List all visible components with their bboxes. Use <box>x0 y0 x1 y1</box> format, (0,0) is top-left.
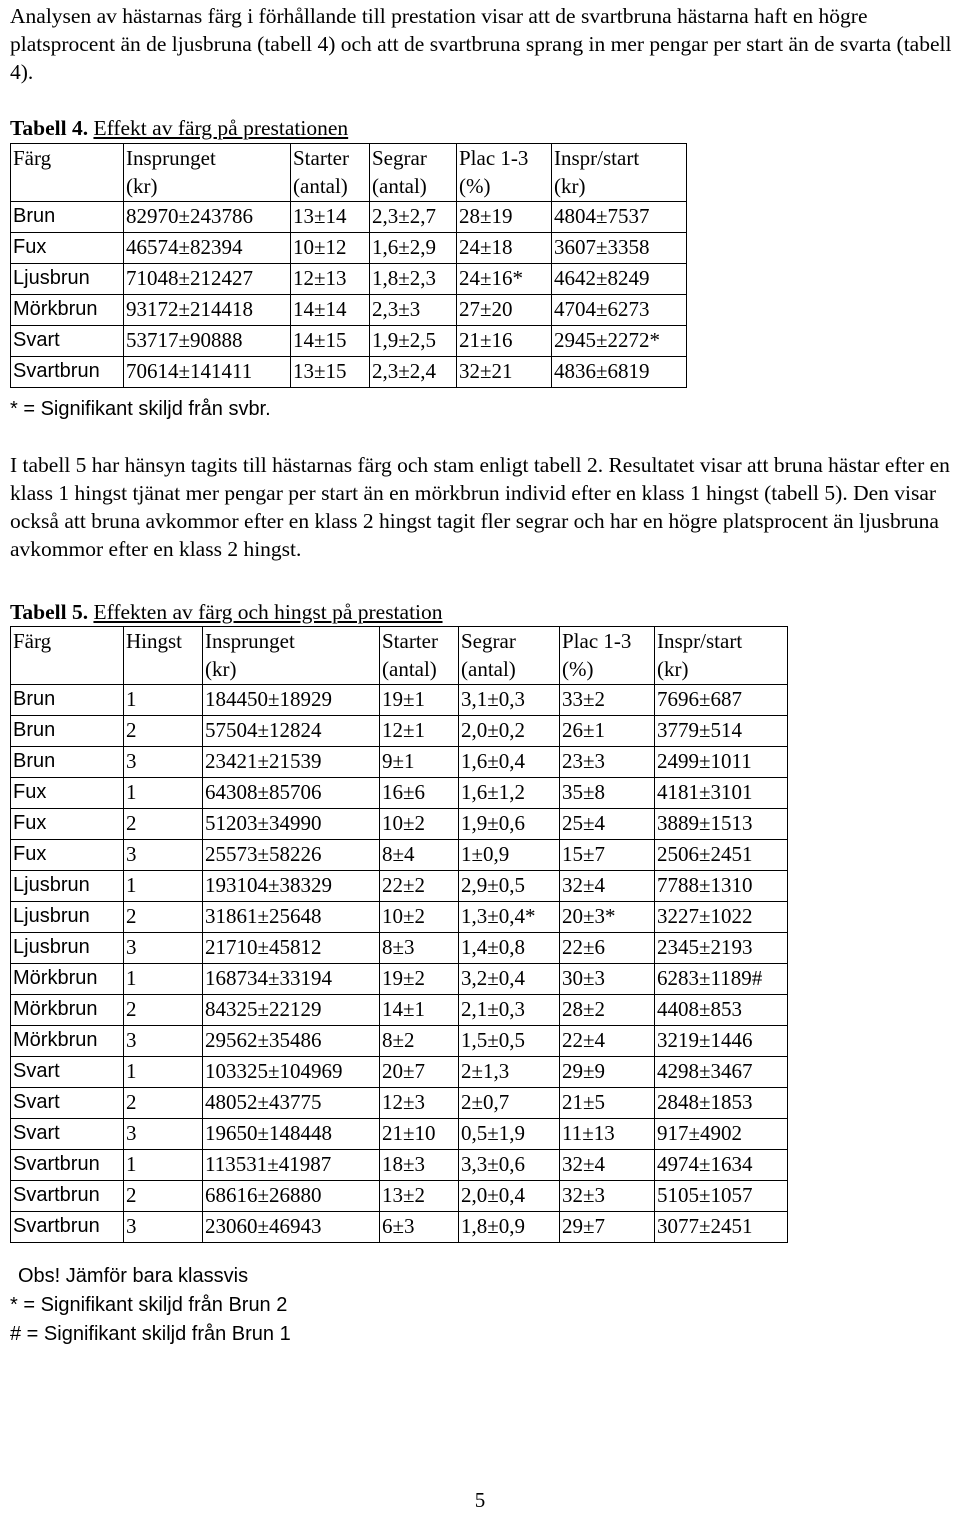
table-row <box>11 202 687 233</box>
row-label-cell: Brun <box>11 716 124 747</box>
table-cell: 2848±1853 <box>655 1088 788 1119</box>
row-label-cell: Ljusbrun <box>11 264 124 295</box>
table-row <box>11 1057 788 1088</box>
table-cell: 12±3 <box>380 1088 459 1119</box>
table-cell: 29±9 <box>560 1057 655 1088</box>
table-cell: 3607±3358 <box>552 233 687 264</box>
header-line: Inspr/start <box>657 629 743 653</box>
table-cell: 3,1±0,3 <box>459 685 560 716</box>
header-line: (%) <box>562 657 594 681</box>
table-cell: 21±5 <box>560 1088 655 1119</box>
table-cell: 7788±1310 <box>655 871 788 902</box>
table-cell: 25±4 <box>560 809 655 840</box>
header-line: Plac 1-3 <box>459 146 529 170</box>
row-label-cell: Ljusbrun <box>11 902 124 933</box>
table-row <box>11 778 788 809</box>
header-line: (antal) <box>293 174 348 198</box>
table-cell: 3,3±0,6 <box>459 1150 560 1181</box>
row-label-cell: Svartbrun <box>11 1212 124 1243</box>
table-cell: 3889±1513 <box>655 809 788 840</box>
table-row <box>11 809 788 840</box>
table-cell: 20±7 <box>380 1057 459 1088</box>
header-line: Segrar <box>461 629 516 653</box>
table-cell: 46574±82394 <box>124 233 291 264</box>
row-label-cell: Brun <box>11 685 124 716</box>
table-cell: 3 <box>124 1212 203 1243</box>
table-cell: 19650±148448 <box>203 1119 380 1150</box>
table-cell: 3 <box>124 933 203 964</box>
table-cell: 0,5±1,9 <box>459 1119 560 1150</box>
table-cell: 33±2 <box>560 685 655 716</box>
table-cell: 22±2 <box>380 871 459 902</box>
table-cell: 7696±687 <box>655 685 788 716</box>
row-label-cell: Brun <box>11 747 124 778</box>
table-cell: 2 <box>124 902 203 933</box>
header-line: Starter <box>293 146 349 170</box>
table-cell: 2,0±0,4 <box>459 1181 560 1212</box>
table-cell: 2345±2193 <box>655 933 788 964</box>
table-cell: 8±3 <box>380 933 459 964</box>
table-row <box>11 326 687 357</box>
header-line: Inspr/start <box>554 146 640 170</box>
table-cell: 19±1 <box>380 685 459 716</box>
table4-caption <box>10 114 348 142</box>
table-cell: 26±1 <box>560 716 655 747</box>
table-cell: 14±15 <box>291 326 370 357</box>
header-line: (kr) <box>657 657 689 681</box>
table-cell: 2 <box>124 995 203 1026</box>
table-cell: 29±7 <box>560 1212 655 1243</box>
table-cell: 48052±43775 <box>203 1088 380 1119</box>
table4-note: * = Signifikant skiljd från svbr. <box>10 398 271 420</box>
header-line: Segrar <box>372 146 427 170</box>
header-row <box>11 144 687 202</box>
table-row <box>11 1150 788 1181</box>
table-cell: 3077±2451 <box>655 1212 788 1243</box>
row-label-cell: Svartbrun <box>11 1150 124 1181</box>
header-cell <box>655 627 788 685</box>
table-row <box>11 295 687 326</box>
table-cell: 4974±1634 <box>655 1150 788 1181</box>
table-cell: 2±1,3 <box>459 1057 560 1088</box>
table-cell: 1 <box>124 1150 203 1181</box>
table-cell: 32±4 <box>560 871 655 902</box>
table-cell: 12±13 <box>291 264 370 295</box>
table-cell: 15±7 <box>560 840 655 871</box>
table-cell: 4804±7537 <box>552 202 687 233</box>
row-label-cell: Svartbrun <box>11 357 124 388</box>
table-cell: 22±6 <box>560 933 655 964</box>
table-cell: 2±0,7 <box>459 1088 560 1119</box>
row-label-cell: Mörkbrun <box>11 295 124 326</box>
header-line: (antal) <box>382 657 437 681</box>
table5-title: Effekten av färg och hingst på prestation <box>93 600 443 624</box>
table-cell: 2 <box>124 716 203 747</box>
row-label-cell: Svart <box>11 1088 124 1119</box>
header-cell <box>560 627 655 685</box>
header-line: Färg <box>13 629 52 653</box>
table-row <box>11 716 788 747</box>
table-cell: 1,6±2,9 <box>370 233 457 264</box>
table-row <box>11 1181 788 1212</box>
table-row <box>11 1088 788 1119</box>
table-cell: 3227±1022 <box>655 902 788 933</box>
table-cell: 84325±22129 <box>203 995 380 1026</box>
row-label-cell: Mörkbrun <box>11 964 124 995</box>
table-cell: 24±16* <box>457 264 552 295</box>
table-cell: 82970±243786 <box>124 202 291 233</box>
table-cell: 70614±141411 <box>124 357 291 388</box>
table-cell: 6±3 <box>380 1212 459 1243</box>
table-cell: 1 <box>124 964 203 995</box>
table-cell: 2,0±0,2 <box>459 716 560 747</box>
row-label-cell: Ljusbrun <box>11 871 124 902</box>
header-line: Insprunget <box>205 629 295 653</box>
table-cell: 8±4 <box>380 840 459 871</box>
table-row <box>11 871 788 902</box>
table-row <box>11 933 788 964</box>
header-cell <box>380 627 459 685</box>
table-cell: 1,3±0,4* <box>459 902 560 933</box>
table-cell: 32±21 <box>457 357 552 388</box>
header-line: (kr) <box>126 174 158 198</box>
table-cell: 2506±2451 <box>655 840 788 871</box>
table-cell: 21±16 <box>457 326 552 357</box>
header-cell <box>124 627 203 685</box>
table-cell: 1,5±0,5 <box>459 1026 560 1057</box>
table5-notes <box>10 1262 291 1349</box>
table-cell: 6283±1189# <box>655 964 788 995</box>
table-cell: 21710±45812 <box>203 933 380 964</box>
header-line: Färg <box>13 146 52 170</box>
table-cell: 10±2 <box>380 902 459 933</box>
header-line: Hingst <box>126 629 183 653</box>
table-cell: 10±12 <box>291 233 370 264</box>
table-cell: 23060±46943 <box>203 1212 380 1243</box>
table-cell: 21±10 <box>380 1119 459 1150</box>
table-cell: 16±6 <box>380 778 459 809</box>
table-row <box>11 233 687 264</box>
table-row <box>11 264 687 295</box>
header-line: (antal) <box>372 174 427 198</box>
table-cell: 917±4902 <box>655 1119 788 1150</box>
table-cell: 28±2 <box>560 995 655 1026</box>
table-cell: 68616±26880 <box>203 1181 380 1212</box>
header-line: (kr) <box>205 657 237 681</box>
table-cell: 24±18 <box>457 233 552 264</box>
table-cell: 3 <box>124 840 203 871</box>
table-cell: 2,1±0,3 <box>459 995 560 1026</box>
table-cell: 64308±85706 <box>203 778 380 809</box>
table-cell: 10±2 <box>380 809 459 840</box>
table-cell: 3219±1446 <box>655 1026 788 1057</box>
table-cell: 2945±2272* <box>552 326 687 357</box>
table-cell: 22±4 <box>560 1026 655 1057</box>
table-cell: 2,3±2,4 <box>370 357 457 388</box>
table-cell: 3 <box>124 1026 203 1057</box>
table-cell: 29562±35486 <box>203 1026 380 1057</box>
table-cell: 14±14 <box>291 295 370 326</box>
body-paragraph: I tabell 5 har hänsyn tagits till hästarnas färg och stam enligt tabell 2. Resultatet visar att bruna hästar efter en klass 1 hingst tjänat mer pengar per start än en mörkbrun individ efter en klass 1 hingst (tabell 5). Den visar också att bruna avkommor efter en klass 2 hingst tagit fler segrar och har en högre platsprocent än ljusbruna avkommor efter en klass 2 hingst. <box>10 453 950 561</box>
table-cell: 35±8 <box>560 778 655 809</box>
table-cell: 8±2 <box>380 1026 459 1057</box>
table-row <box>11 685 788 716</box>
table-cell: 32±4 <box>560 1150 655 1181</box>
table-cell: 4642±8249 <box>552 264 687 295</box>
table-cell: 103325±104969 <box>203 1057 380 1088</box>
table-cell: 12±1 <box>380 716 459 747</box>
table-cell: 23±3 <box>560 747 655 778</box>
header-cell <box>124 144 291 202</box>
header-line: Starter <box>382 629 438 653</box>
table-cell: 51203±34990 <box>203 809 380 840</box>
header-cell <box>11 144 124 202</box>
header-cell <box>370 144 457 202</box>
table-cell: 1 <box>124 1057 203 1088</box>
table-cell: 3779±514 <box>655 716 788 747</box>
row-label-cell: Fux <box>11 809 124 840</box>
row-label-cell: Mörkbrun <box>11 995 124 1026</box>
table-cell: 1,9±0,6 <box>459 809 560 840</box>
table-cell: 18±3 <box>380 1150 459 1181</box>
table-cell: 20±3* <box>560 902 655 933</box>
table-cell: 25573±58226 <box>203 840 380 871</box>
table-cell: 2499±1011 <box>655 747 788 778</box>
table-row <box>11 995 788 1026</box>
table-cell: 28±19 <box>457 202 552 233</box>
table-cell: 13±2 <box>380 1181 459 1212</box>
header-cell <box>459 627 560 685</box>
table-row <box>11 902 788 933</box>
table-cell: 1,9±2,5 <box>370 326 457 357</box>
table-cell: 1 <box>124 778 203 809</box>
table-row <box>11 1119 788 1150</box>
table-cell: 3 <box>124 1119 203 1150</box>
table-cell: 1±0,9 <box>459 840 560 871</box>
table-cell: 23421±21539 <box>203 747 380 778</box>
table-cell: 19±2 <box>380 964 459 995</box>
table-row <box>11 964 788 995</box>
header-line: Plac 1-3 <box>562 629 632 653</box>
table-cell: 11±13 <box>560 1119 655 1150</box>
header-cell <box>552 144 687 202</box>
table5 <box>10 626 788 1243</box>
table5-note-hash: # = Signifikant skiljd från Brun 1 <box>10 1323 291 1345</box>
table4-title: Effekt av färg på prestationen <box>93 116 349 140</box>
header-line: (%) <box>459 174 491 198</box>
table-cell: 1,6±0,4 <box>459 747 560 778</box>
table5-note-obs: Obs! Jämför bara klassvis <box>18 1265 249 1287</box>
table5-caption <box>10 598 443 626</box>
table-cell: 168734±33194 <box>203 964 380 995</box>
table-cell: 31861±25648 <box>203 902 380 933</box>
table-cell: 93172±214418 <box>124 295 291 326</box>
table-cell: 57504±12824 <box>203 716 380 747</box>
table-cell: 184450±18929 <box>203 685 380 716</box>
header-cell <box>457 144 552 202</box>
table-cell: 53717±90888 <box>124 326 291 357</box>
table-cell: 4298±3467 <box>655 1057 788 1088</box>
header-row <box>11 627 788 685</box>
table-cell: 193104±38329 <box>203 871 380 902</box>
table-cell: 2 <box>124 1181 203 1212</box>
header-line: (antal) <box>461 657 516 681</box>
table-cell: 4704±6273 <box>552 295 687 326</box>
row-label-cell: Fux <box>11 840 124 871</box>
table-cell: 2 <box>124 809 203 840</box>
table5-label: Tabell 5. <box>10 600 89 624</box>
table-cell: 32±3 <box>560 1181 655 1212</box>
header-cell <box>203 627 380 685</box>
table-cell: 71048±212427 <box>124 264 291 295</box>
header-cell <box>291 144 370 202</box>
table-cell: 27±20 <box>457 295 552 326</box>
row-label-cell: Svart <box>11 326 124 357</box>
row-label-cell: Ljusbrun <box>11 933 124 964</box>
table-cell: 1,6±1,2 <box>459 778 560 809</box>
table-row <box>11 1026 788 1057</box>
table-cell: 2,9±0,5 <box>459 871 560 902</box>
header-line: Insprunget <box>126 146 216 170</box>
table-cell: 9±1 <box>380 747 459 778</box>
table-cell: 2,3±3 <box>370 295 457 326</box>
table-cell: 14±1 <box>380 995 459 1026</box>
table4-label: Tabell 4. <box>10 116 89 140</box>
table4 <box>10 143 687 388</box>
table-cell: 3,2±0,4 <box>459 964 560 995</box>
table-cell: 2 <box>124 1088 203 1119</box>
table-row <box>11 357 687 388</box>
row-label-cell: Svart <box>11 1057 124 1088</box>
table-cell: 5105±1057 <box>655 1181 788 1212</box>
header-cell <box>11 627 124 685</box>
table-row <box>11 840 788 871</box>
row-label-cell: Svart <box>11 1119 124 1150</box>
table-cell: 30±3 <box>560 964 655 995</box>
table-cell: 1,4±0,8 <box>459 933 560 964</box>
table-cell: 1,8±2,3 <box>370 264 457 295</box>
row-label-cell: Svartbrun <box>11 1181 124 1212</box>
table-cell: 1 <box>124 871 203 902</box>
table5-note-star: * = Signifikant skiljd från Brun 2 <box>10 1294 288 1316</box>
row-label-cell: Fux <box>11 778 124 809</box>
table-cell: 1 <box>124 685 203 716</box>
row-label-cell: Fux <box>11 233 124 264</box>
table-row <box>11 747 788 778</box>
table-cell: 13±15 <box>291 357 370 388</box>
table-cell: 2,3±2,7 <box>370 202 457 233</box>
table-cell: 3 <box>124 747 203 778</box>
table-cell: 113531±41987 <box>203 1150 380 1181</box>
table-cell: 4408±853 <box>655 995 788 1026</box>
page-number: 5 <box>474 1488 486 1512</box>
row-label-cell: Mörkbrun <box>11 1026 124 1057</box>
table-cell: 4181±3101 <box>655 778 788 809</box>
table-row <box>11 1212 788 1243</box>
header-line: (kr) <box>554 174 586 198</box>
row-label-cell: Brun <box>11 202 124 233</box>
table-cell: 13±14 <box>291 202 370 233</box>
table-cell: 4836±6819 <box>552 357 687 388</box>
intro-paragraph: Analysen av hästarnas färg i förhållande till prestation visar att de svartbruna hästarna haft en högre platsprocent än de ljusbruna (tabell 4) och att de svartbruna sprang in mer pengar per start än de svarta (tabell 4). <box>10 4 952 84</box>
table-cell: 1,8±0,9 <box>459 1212 560 1243</box>
